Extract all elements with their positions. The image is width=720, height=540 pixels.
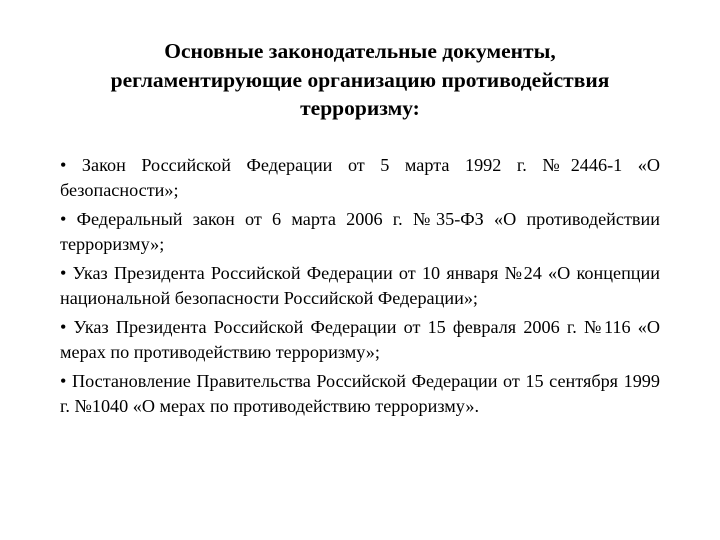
document-list [60,153,660,423]
list-item [60,153,660,202]
bullet-icon: • [60,209,77,229]
list-item-text: Указ Президента Российской Федерации от 10 января №24 «О концепции национальной безопасности Российской Федерации»; [60,263,660,308]
page-title [40,37,680,123]
list-item-text: Закон Российской Федерации от 5 марта 1992 г. №2446-1 «О безопасности»; [60,155,660,200]
bullet-icon: • [60,263,73,283]
bullet-icon: • [60,317,74,337]
list-item-text: Постановление Правительства Российской Федерации от 15 сентября 1999 г. №1040 «О мерах по противодействию терроризму». [60,371,660,416]
list-item [60,315,660,364]
list-item [60,207,660,256]
list-item [60,261,660,310]
title-line-1: Основные законодательные документы, [164,39,556,63]
list-item-text: Федеральный закон от 6 марта 2006 г. №35-ФЗ «О противодействии терроризму»; [60,209,660,254]
title-line-2: регламентирующие организацию противодействия [110,67,610,92]
bullet-icon: • [60,155,82,175]
title-line-3: терроризму: [300,96,420,120]
bullet-icon: • [60,371,72,391]
list-item-text: Указ Президента Российской Федерации от 15 февраля 2006 г. №116 «О мерах по противодействию терроризму»; [60,317,660,362]
list-item [60,369,660,418]
